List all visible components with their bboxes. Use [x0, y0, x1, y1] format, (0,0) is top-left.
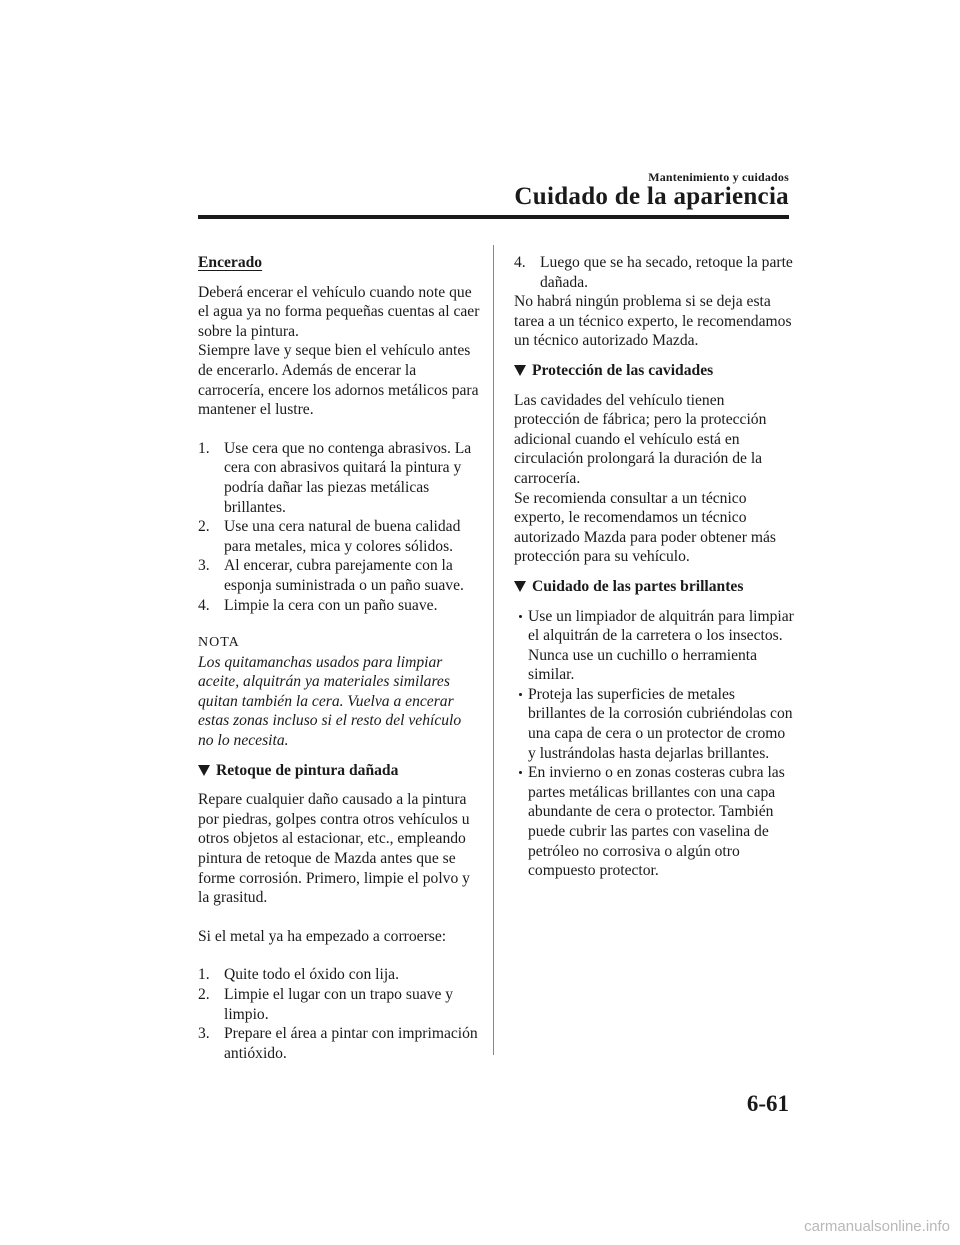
cavities-heading: Protección de las cavidades	[514, 361, 794, 381]
retouch-text: Repare cualquier daño causado a la pintura por piedras, golpes contra otros vehículos u otros objetos al estacionar, etc., empleando pintura de retoque de Mazda antes que se forme corrosión. Primero, limpie el polvo y la grasitud.	[198, 791, 470, 907]
page-number: 6-61	[746, 1091, 789, 1116]
list-item: 1. Use cera que no contenga abrasivos. La cera con abrasivos quitará la pintura y podría dañar las piezas metálicas brillantes.	[198, 439, 472, 516]
list-item: 1. Quite todo el óxido con lija.	[198, 966, 399, 984]
left-column	[198, 253, 480, 1063]
triangle-down-icon	[514, 365, 526, 376]
bright-parts-heading: Cuidado de las partes brillantes	[514, 577, 794, 597]
triangle-down-icon	[514, 581, 526, 592]
waxing-intro-2: Siempre lave y seque bien el vehículo antes de encerarlo. Además de encerar la carrocería, encere los adornos metálicos para mantener el lustre.	[198, 342, 479, 419]
right-column	[514, 253, 794, 881]
expert-note: No habrá ningún problema si se deja esta tarea a un técnico experto, le recomendamos un técnico autorizado Mazda.	[514, 293, 792, 350]
list-item: Use un limpiador de alquitrán para limpiar el alquitrán de la carretera o los insectos. Nunca use un cuchillo o herramienta similar.	[514, 607, 794, 685]
header-rule	[198, 215, 789, 219]
list-item: 4. Luego que se ha secado, retoque la parte dañada.	[514, 254, 793, 291]
column-divider	[493, 245, 494, 1055]
corrosion-steps-continued	[514, 253, 794, 292]
note-label: NOTA	[198, 635, 240, 651]
list-item: 2. Use una cera natural de buena calidad para metales, mica y colores sólidos.	[198, 518, 461, 555]
header-section: Mantenimiento y cuidados	[648, 170, 789, 184]
page-title: Cuidado de la apariencia	[514, 183, 789, 210]
retouch-heading: Retoque de pintura dañada	[198, 761, 480, 781]
watermark: carmanualsonline.info	[804, 1218, 950, 1235]
bullet-icon	[514, 685, 528, 763]
list-item: Proteja las superficies de metales brillantes de la corrosión cubriéndolas con una capa de cera o un protector de cromo y lustrándolas hasta dejarlas brillantes.	[514, 685, 794, 763]
list-item: 3. Prepare el área a pintar con imprimación antióxido.	[198, 1025, 478, 1062]
triangle-down-icon	[198, 765, 210, 776]
waxing-intro: Deberá encerar el vehículo cuando note que el agua ya no forma pequeñas cuentas al caer sobre la pintura.	[198, 283, 480, 340]
cavities-text-2: Se recomienda consultar a un técnico experto, le recomendamos un técnico autorizado Mazda para poder obtener más protección para su vehículo.	[514, 489, 776, 566]
list-item: 2. Limpie el lugar con un trapo suave y limpio.	[198, 986, 454, 1023]
bright-parts-list	[514, 607, 794, 881]
corrosion-steps	[198, 965, 480, 1063]
bullet-icon	[514, 607, 528, 685]
list-item: 3. Al encerar, cubra parejamente con la esponja suministrada o un paño suave.	[198, 557, 464, 594]
waxing-steps	[198, 439, 480, 615]
bullet-icon	[514, 763, 528, 881]
waxing-subheading: Encerado	[198, 254, 263, 271]
list-item: En invierno o en zonas costeras cubra las partes metálicas brillantes con una capa abundante de cera o protector. También puede cubrir las partes con vaselina de petróleo no corrosiva o algún otro compuesto protector.	[514, 763, 794, 881]
note-text: Los quitamanchas usados para limpiar aceite, alquitrán ya materiales similares quitan también la cera. Vuelva a encerar estas zonas incluso si el resto del vehículo no lo necesita.	[198, 653, 462, 750]
cavities-text: Las cavidades del vehículo tienen protección de fábrica; pero la protección adicional cuando el vehículo está en circulación prolongará la duración de la carrocería.	[514, 391, 767, 487]
list-item: 4. Limpie la cera con un paño suave.	[198, 596, 438, 614]
corrosion-intro: Si el metal ya ha empezado a corroerse:	[198, 927, 447, 945]
